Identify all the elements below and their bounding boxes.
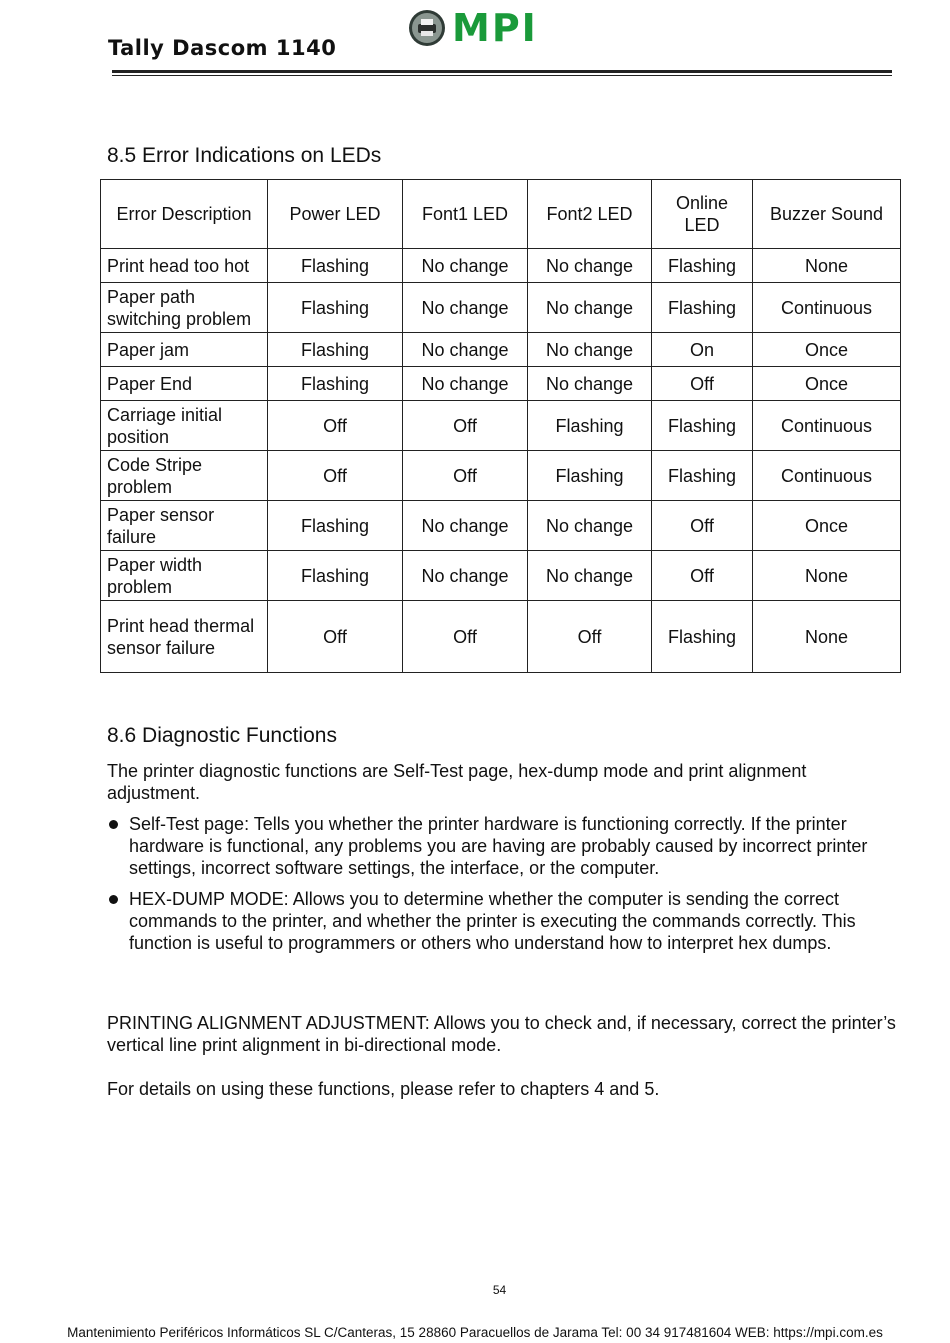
led-state-cell: Continuous [753,401,901,451]
led-state-cell: No change [403,367,528,401]
led-state-cell: No change [528,501,652,551]
led-state-cell: Flashing [652,451,753,501]
led-state-cell: No change [403,551,528,601]
led-state-cell: Off [403,401,528,451]
alignment-paragraph: PRINTING ALIGNMENT ADJUSTMENT: Allows you to check and, if necessary, correct the printer’s vertical line print alignment in bi-directional mode. [107,1013,896,1055]
page-number: 54 [492,1283,507,1297]
table-header-row [101,180,901,249]
led-state-cell: No change [403,333,528,367]
column-header: Buzzer Sound [753,180,901,249]
table-row [101,401,901,451]
error-led-table [100,179,901,673]
led-state-cell: Flashing [268,333,403,367]
header-rule-thin [112,75,892,76]
led-state-cell: Flashing [268,367,403,401]
error-description-cell: Carriage initial position [101,401,268,451]
led-state-cell: Flashing [652,283,753,333]
led-state-cell: None [753,551,901,601]
table-row [101,367,901,401]
led-state-cell: Continuous [753,451,901,501]
led-state-cell: No change [528,333,652,367]
error-description-cell: Print head too hot [101,249,268,283]
led-state-cell: No change [403,249,528,283]
table-row [101,249,901,283]
led-state-cell: Once [753,367,901,401]
section-heading-diagnostics: 8.6 Diagnostic Functions [107,724,337,747]
led-state-cell: None [753,601,901,673]
printer-icon [408,9,446,47]
led-state-cell: Flashing [528,451,652,501]
bullet-hex-dump: HEX-DUMP MODE: Allows you to determine whether the computer is sending the correct commands to the printer, and whether the printer is executing the commands correctly. This function is useful to programmers or others who understand how to interpret hex dumps. [129,889,856,953]
column-header: Font2 LED [528,180,652,249]
footer-text: Mantenimiento Periféricos Informáticos SL C/Canteras, 15 28860 Paracuellos de Jarama Tel: 00 34 917481604 WEB: https://mpi.com.es [67,1325,883,1340]
column-header: Power LED [268,180,403,249]
error-description-cell: Paper width problem [101,551,268,601]
error-description-cell: Paper End [101,367,268,401]
led-state-cell: On [652,333,753,367]
led-state-cell: Flashing [268,551,403,601]
details-paragraph: For details on using these functions, please refer to chapters 4 and 5. [107,1079,660,1099]
table-row [101,333,901,367]
error-description-cell: Paper sensor failure [101,501,268,551]
led-state-cell: Flashing [652,601,753,673]
led-state-cell: Continuous [753,283,901,333]
led-state-cell: Off [652,367,753,401]
error-description-cell: Paper jam [101,333,268,367]
led-state-cell: No change [528,367,652,401]
error-description-cell: Paper path switching problem [101,283,268,333]
led-state-cell: Once [753,501,901,551]
column-header: Error Description [101,180,268,249]
led-state-cell: Flashing [268,283,403,333]
led-state-cell: No change [528,249,652,283]
led-state-cell: Once [753,333,901,367]
led-state-cell: Off [652,551,753,601]
diagnostics-intro: The printer diagnostic functions are Self-Test page, hex-dump mode and print alignment adjustment. [107,761,807,803]
led-state-cell: Off [652,501,753,551]
table-row [101,501,901,551]
error-description-cell: Print head thermal sensor failure [101,601,268,673]
led-state-cell: Flashing [652,401,753,451]
column-header: Online LED [652,180,753,249]
error-description-cell: Code Stripe problem [101,451,268,501]
led-state-cell: Flashing [268,249,403,283]
header-rule [112,70,892,73]
led-state-cell: Flashing [268,501,403,551]
led-state-cell: No change [403,283,528,333]
led-state-cell: Off [268,601,403,673]
column-header: Font1 LED [403,180,528,249]
led-state-cell: No change [528,551,652,601]
mpi-logo [408,8,538,48]
table-row [101,551,901,601]
led-state-cell: Off [403,451,528,501]
bullet-self-test: Self-Test page: Tells you whether the printer hardware is functioning correctly. If the printer hardware is functional, any problems you are having are probably caused by incorrect printer settings, incorrect software settings, the interface, or the computer. [129,814,868,878]
table-row [101,283,901,333]
led-state-cell: No change [528,283,652,333]
led-state-cell: Off [528,601,652,673]
led-state-cell: None [753,249,901,283]
document-title: Tally Dascom 1140 [108,36,337,60]
table-row [101,451,901,501]
led-state-cell: Off [268,401,403,451]
logo-text: MPI [452,6,538,50]
led-state-cell: Flashing [528,401,652,451]
bullet-icon [109,820,118,829]
led-state-cell: Off [268,451,403,501]
bullet-icon [109,895,118,904]
section-heading-error-leds: 8.5 Error Indications on LEDs [107,144,382,167]
led-state-cell: No change [403,501,528,551]
table-row [101,601,901,673]
led-state-cell: Flashing [652,249,753,283]
led-state-cell: Off [403,601,528,673]
